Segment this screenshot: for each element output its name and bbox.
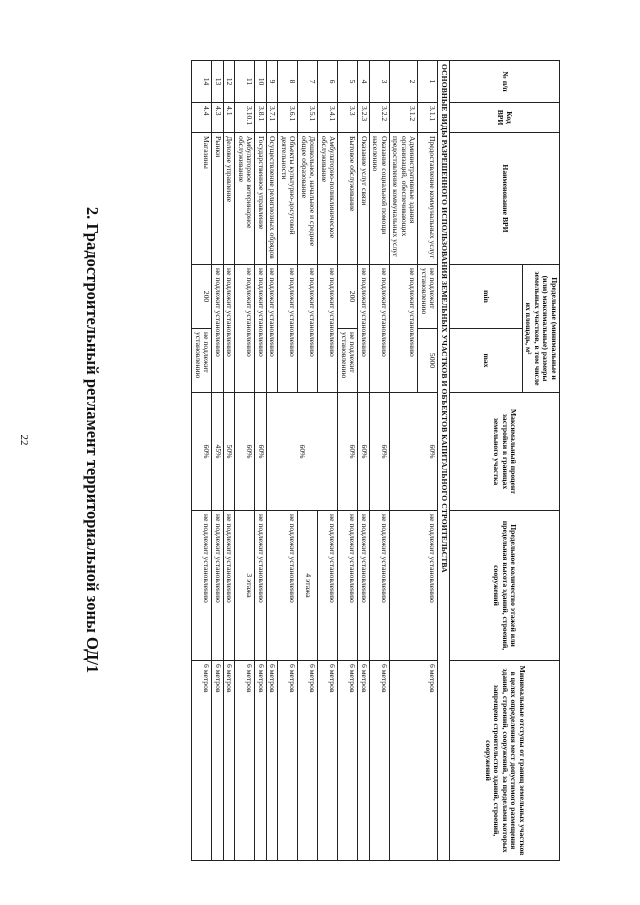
cell-code: 3.5.1 [298,103,318,133]
table-row [338,61,358,861]
cell-setback: 6 метров [338,661,358,861]
cell-floors: не подлежит установлению [267,511,299,661]
cell-setback: 6 метров [358,661,370,861]
cell-num: 2 [390,61,419,103]
table-row [358,61,370,861]
cell-setback: 6 метров [318,661,338,861]
table-row [255,61,267,861]
cell-area: не подлежит установлению [298,265,318,393]
cell-name: Оказание услуг связи [358,133,370,265]
table-row [224,61,236,861]
cell-setback: 6 метров [235,661,255,861]
cell-percent: 60% [267,393,339,511]
cell-area: не подлежит установлению [358,265,370,393]
cell-area-min: 200 [338,265,358,329]
cell-area-max: не подлежит установлению [192,329,212,393]
cell-name: Деловое управление [224,133,236,265]
cell-num: 12 [224,61,236,103]
cell-setback: 6 метров [390,661,439,861]
cell-code: 3.8.1 [255,103,267,133]
cell-code: 3.2.3 [358,103,370,133]
cell-name: Амбулаторное ветеринарное обслуживание [235,133,255,265]
cell-code: 4.4 [192,103,212,133]
cell-code: 3.3 [338,103,358,133]
table-row [318,61,338,861]
cell-percent: 45% [212,393,224,511]
cell-num: 13 [212,61,224,103]
cell-area: не подлежит установлению [255,265,267,393]
cell-area-min: 200 [192,265,212,329]
cell-code: 3.10.1 [235,103,255,133]
regulation-table [192,60,561,861]
cell-floors: не подлежит установлению [370,511,390,661]
cell-area-max: не подлежит установлению [338,329,358,393]
cell-name: Амбулаторно-поликлиническое обслуживание [318,133,338,265]
cell-name: Предоставление коммунальных услуг [418,133,438,265]
header-setback: Минимальные отступы от границ земельных участков в целях определения мест допустимого размещения зданий, строений, сооружений, за пределами которых запрещено строительство зданий, строений, сооружений [450,661,560,861]
cell-area-min: не подлежит установлению [418,265,438,329]
table-row [192,61,212,861]
table-row [212,61,224,861]
cell-area: не подлежит установлению [278,265,298,393]
cell-code: 4.1 [224,103,236,133]
header-area: Предельные (минимальные и (или) максимальные) размеры земельных участков, в том числе их площадь, м² [523,265,560,393]
cell-area: не подлежит установлению [390,265,419,393]
page-title: 2. Градостроительный регламент территориальной зоны ОД/1 [83,206,102,674]
cell-num: 8 [278,61,298,103]
cell-code: 3.1.2 [390,103,419,133]
cell-area: не подлежит установлению [370,265,390,393]
table-row [418,61,438,861]
cell-setback: 6 метров [278,661,298,861]
cell-setback: 6 метров [370,661,390,861]
cell-percent: 60% [255,393,267,511]
cell-code: 4.3 [212,103,224,133]
cell-percent: 60% [338,393,358,511]
header-percent: Максимальный процент застройки в границах земельного участка [450,393,560,511]
cell-code: 3.6.1 [278,103,298,133]
header-area-min: min [450,265,523,329]
cell-setback: 6 метров [192,661,212,861]
cell-num: 7 [298,61,318,103]
cell-setback: 6 метров [267,661,279,861]
header-floors: Предельное количество этажей или предельная высота зданий, строений, сооружений [450,511,560,661]
cell-code: 3.1.1 [418,103,438,133]
cell-num: 1 [418,61,438,103]
cell-setback: 6 метров [212,661,224,861]
table-row [235,61,255,861]
header-code: Код ВРИ [450,103,560,133]
cell-num: 4 [358,61,370,103]
cell-num: 14 [192,61,212,103]
cell-setback: 6 метров [298,661,318,861]
cell-code: 3.7.1 [267,103,279,133]
cell-percent: 50% [224,393,236,511]
cell-setback: 6 метров [224,661,236,861]
cell-floors: не подлежит установлению [255,511,267,661]
cell-num: 6 [318,61,338,103]
table-header-row [523,61,560,861]
cell-area: не подлежит установлению [224,265,236,393]
cell-name: Магазины [192,133,212,265]
cell-floors: не подлежит установлению [318,511,338,661]
cell-percent: 60% [192,393,212,511]
cell-percent: 60% [390,393,439,511]
cell-percent: 60% [358,393,370,511]
cell-floors: 4 этажа [298,511,318,661]
cell-num: 11 [235,61,255,103]
cell-area: не подлежит установлению [212,265,224,393]
header-num: № п/п [450,61,560,103]
cell-floors: не подлежит установлению [212,511,224,661]
cell-floors: не подлежит установлению [224,511,236,661]
cell-percent: 60% [370,393,390,511]
cell-name: Оказание социальной помощи населению [370,133,390,265]
cell-num: 3 [370,61,390,103]
cell-name: Объекты культурно-досуговой деятельности [278,133,298,265]
cell-num: 9 [267,61,279,103]
cell-code: 3.2.2 [370,103,390,133]
section-row [438,61,450,861]
cell-area: не подлежит установлению [318,265,338,393]
cell-name: Государственное управление [255,133,267,265]
cell-name: Бытовое обслуживание [338,133,358,265]
cell-num: 10 [255,61,267,103]
cell-area-max: 5000 [418,329,438,393]
cell-num: 5 [338,61,358,103]
cell-floors: не подлежит установлению [192,511,212,661]
cell-name: Административные здания организаций, обеспечивающих предоставление коммунальных услуг [390,133,419,265]
table-row [370,61,390,861]
cell-name: Рынки [212,133,224,265]
section-title: ОСНОВНЫЕ ВИДЫ РАЗРЕШЕННОГО ИСПОЛЬЗОВАНИЯ ЗЕМЕЛЬНЫХ УЧАСТКОВ И ОБЪЕКТОВ КАПИТАЛЬНОГО СТРОИТЕЛЬСТВА [438,61,450,861]
cell-area: не подлежит установлению [235,265,255,393]
header-name: Наименование ВРИ [450,133,560,265]
cell-area: не подлежит установлению [267,265,279,393]
cell-floors: не подлежит установлению [390,511,439,661]
cell-floors: не подлежит установлению [358,511,370,661]
cell-name: Осуществление религиозных обрядов [267,133,279,265]
cell-percent: 60% [235,393,255,511]
page-number: 22 [18,434,30,446]
cell-setback: 6 метров [255,661,267,861]
cell-code: 3.4.1 [318,103,338,133]
cell-name: Дошкольное, начальное и среднее общее образование [298,133,318,265]
header-area-max: max [450,329,523,393]
cell-floors: 3 этажа [235,511,255,661]
cell-floors: не подлежит установлению [338,511,358,661]
